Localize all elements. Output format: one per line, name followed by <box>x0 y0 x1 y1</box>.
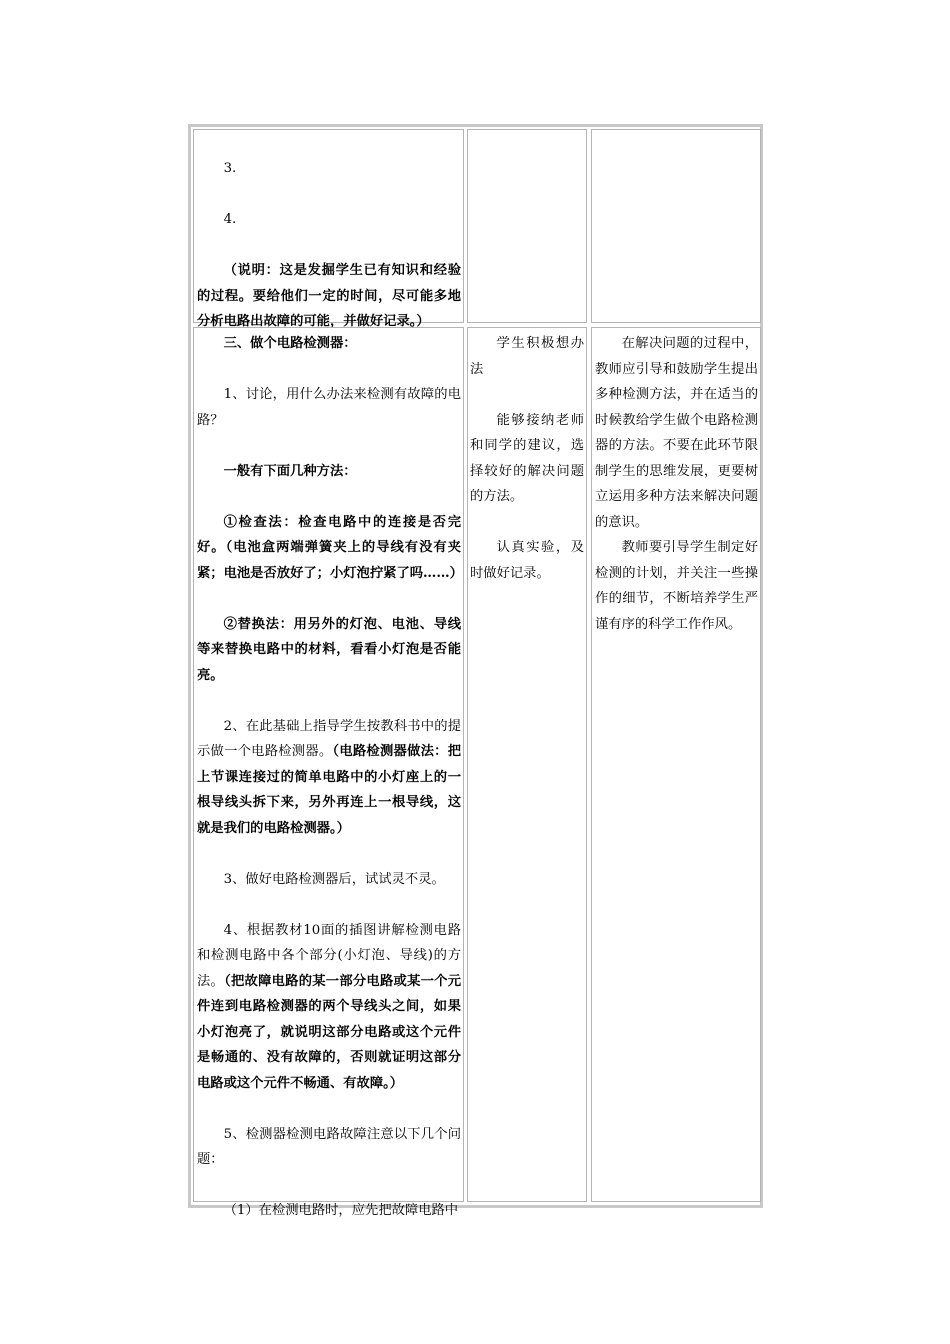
table-row <box>193 327 758 1218</box>
step-4 <box>197 918 461 1097</box>
teaching-process-cell <box>193 327 464 1218</box>
design-intent-cell <box>591 327 761 1202</box>
step-2-text: 2、在此基础上指导学生按教科书中的提示做一个电路检测器。 <box>197 718 461 759</box>
student-activity-cell <box>467 327 587 1202</box>
step-2 <box>197 714 461 842</box>
methods-intro: 一般有下面几种方法： <box>223 463 357 479</box>
section-heading: 三、做个电路检测器： <box>223 336 357 351</box>
design-intent-2: 教师要引导学生制定好检测的计划，并关注一些操作的细节，不断培养学生严谨有序的科学工作作风。 <box>595 540 758 632</box>
method-replace: ②替换法：用另外的灯泡、电池、导线等来替换电路中的材料，看看小灯泡是否能亮。 <box>197 616 461 683</box>
step-4-text: 4、根据教材10面的插图讲解检测电路和检测电路中各个部分(小灯泡、导线)的方法。 <box>197 922 461 989</box>
student-activity-3: 认真实验，及时做好记录。 <box>470 540 584 581</box>
student-activity-1: 学生积极想办法 <box>470 336 584 377</box>
method-check: ①检查法：检查电路中的连接是否完好。（电池盒两端弹簧夹上的导线有没有夹紧；电池是否放好了；小灯泡拧紧了吗……） <box>197 514 463 581</box>
teaching-process-cell <box>193 129 464 329</box>
step-3: 3、做好电路检测器后，试试灵不灵。 <box>223 871 445 887</box>
list-item-4: 4. <box>223 212 237 227</box>
list-item-3: 3. <box>223 161 237 176</box>
step-4-note: （把故障电路的某一部分电路或某一个元件连到电路检测器的两个导线头之间，如果小灯泡亮了，就说明这部分电路或这个元件是畅通的、没有故障的，否则就证明这部分电路或这个元件不畅通、有故障。） <box>197 973 461 1091</box>
step-1: 1、讨论，用什么办法来检测有故障的电路？ <box>197 387 461 428</box>
student-activity-2: 能够接纳老师和同学的建议，选择较好的解决问题的方法。 <box>470 412 584 504</box>
student-activity-cell <box>467 129 587 323</box>
step-2-note: （电路检测器做法：把上节课连接过的简单电路中的小灯座上的一根导线头拆下来，另外再连上一根导线，这就是我们的电路检测器。） <box>197 744 461 836</box>
design-intent-cell <box>591 129 761 323</box>
lesson-plan-table <box>188 124 763 1218</box>
step-5: 5、检测器检测电路故障注意以下几个问题： <box>197 1126 461 1167</box>
table-row <box>193 129 758 329</box>
step-5-1: （1）在检测电路时，应先把故障电路中 <box>223 1203 459 1218</box>
design-intent-1: 在解决问题的过程中，教师应引导和鼓励学生提出多种检测方法，并在适当的时候教给学生做个电路检测器的方法。不要在此环节限制学生的思维发展，更要树立运用多种方法来解决问题的意识。 <box>595 336 758 530</box>
note-paragraph: （说明：这是发掘学生已有知识和经验的过程。要给他们一定的时间，尽可能多地分析电路出故障的可能，并做好记录。） <box>197 263 461 329</box>
